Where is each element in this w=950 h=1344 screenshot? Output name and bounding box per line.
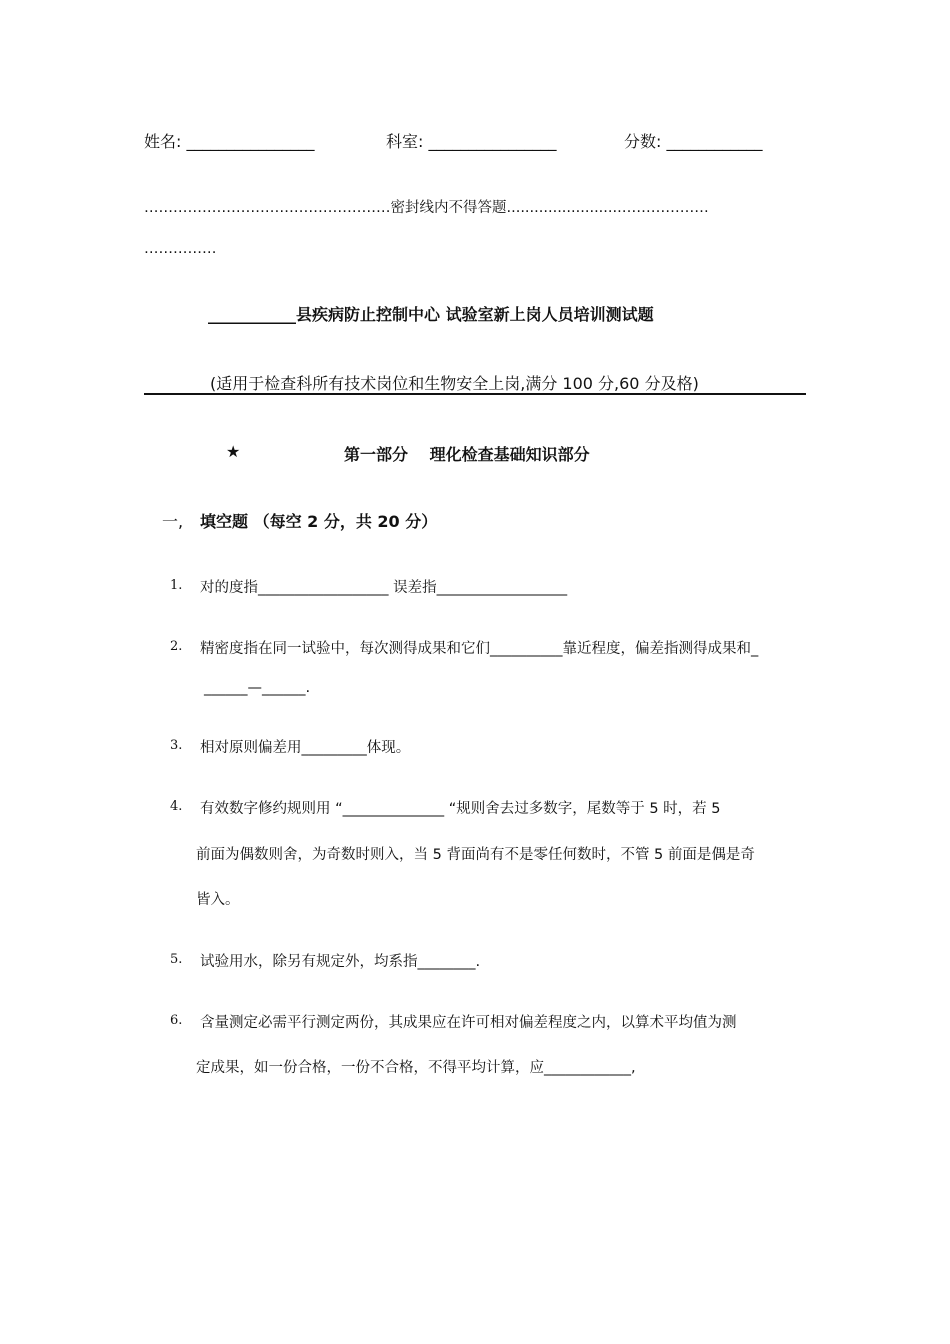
section-title: 填空题 （每空 2 分，共 20 分）	[200, 512, 438, 531]
question-text: 相对原则偏差用_________体现。	[200, 740, 411, 756]
seal-line-continued: ……………	[144, 241, 217, 257]
question-text-continued: ______—______.	[204, 680, 311, 696]
exam-title: ___________县疾病防止控制中心 试验室新上岗人员培训测试题	[208, 305, 654, 324]
score-field-label: 分数: ____________	[624, 132, 763, 151]
question-text: 试验用水，除另有规定外，均系指________.	[200, 954, 481, 970]
name-field-label: 姓名: ________________	[144, 132, 315, 151]
department-field-label: 科室: ________________	[386, 132, 557, 151]
question-number: 2.	[170, 639, 183, 654]
question-number: 3.	[170, 738, 183, 753]
question-text-continued: 前面为偶数则舍，为奇数时则入，当 5 背面尚有不是零任何数时，不管 5 前面是偶是奇	[196, 847, 755, 863]
question-text: 有效数字修约规则用 “______________ “规则舍去过多数字，尾数等于 5 时，若 5	[200, 801, 721, 817]
star-icon: ★	[226, 442, 241, 461]
question-number: 1.	[170, 578, 183, 593]
exam-subtitle: (适用于检查科所有技术岗位和生物安全上岗,满分 100 分,60 分及格)	[210, 374, 699, 393]
question-text: 对的度指__________________ 误差指__________________	[200, 580, 568, 596]
question-text: 含量测定必需平行测定两份，其成果应在许可相对偏差程度之内，以算术平均值为测	[200, 1015, 737, 1031]
question-number: 4.	[170, 799, 183, 814]
part-heading: 第一部分 理化检查基础知识部分	[344, 445, 590, 464]
question-text: 精密度指在同一试验中，每次测得成果和它们__________靠近程度，偏差指测得成果和_	[200, 641, 759, 657]
question-number: 6.	[170, 1013, 183, 1028]
seal-line: ……………………………………………密封线内不得答题.........................………………	[144, 200, 709, 216]
question-number: 5.	[170, 952, 183, 967]
question-text-continued: 皆入。	[196, 892, 240, 908]
title-divider	[144, 393, 806, 395]
section-number: 一,	[162, 512, 184, 531]
question-text-continued: 定成果，如一份合格，一份不合格，不得平均计算，应____________,	[196, 1060, 636, 1076]
